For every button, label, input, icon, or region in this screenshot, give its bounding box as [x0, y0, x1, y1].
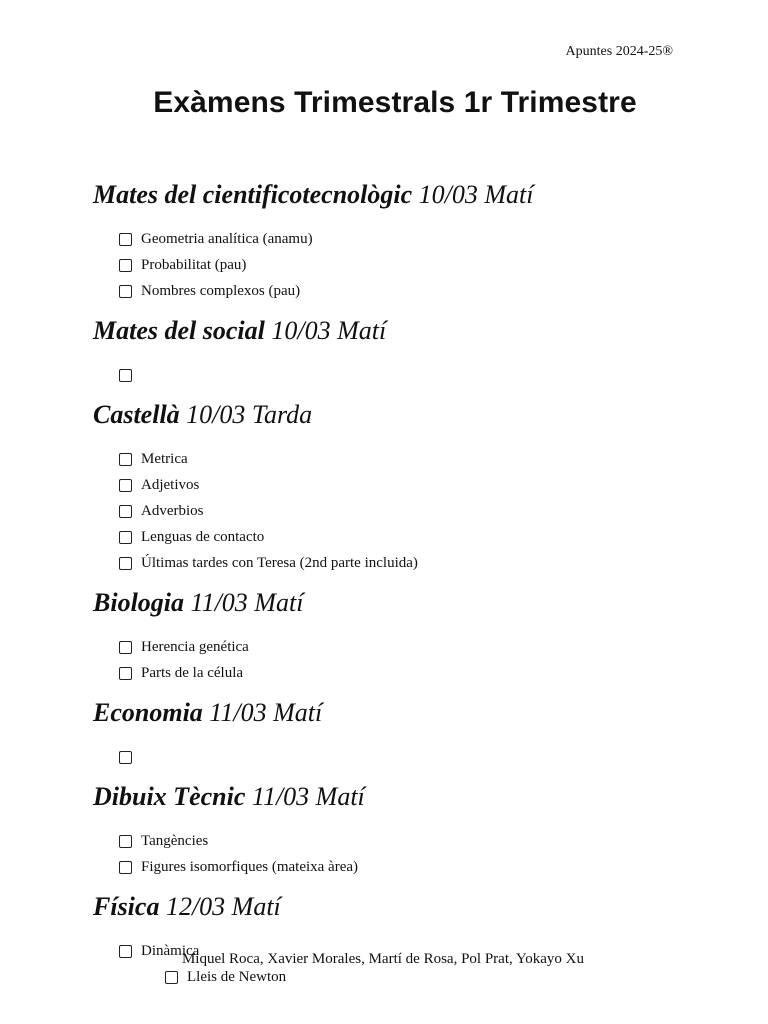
header-note: Apuntes 2024-25® [565, 44, 673, 59]
checkbox[interactable] [119, 835, 132, 848]
topic-label: Herencia genética [141, 638, 249, 655]
topic-label: Lenguas de contacto [141, 528, 265, 545]
subject-section [93, 778, 713, 880]
subject-name: Economia [93, 698, 203, 727]
subject-section [93, 176, 713, 304]
topic-item [119, 446, 713, 472]
topic-label: Parts de la célula [141, 664, 244, 681]
topic-item [119, 854, 713, 880]
page-title: Exàmens Trimestrals 1r Trimestre [153, 86, 637, 119]
topic-label: Últimas tardes con Teresa (2nd parte incluida) [141, 554, 418, 571]
topic-item [119, 550, 713, 576]
topic-item [119, 744, 713, 770]
topic-list [93, 828, 713, 880]
subject-date-session: 10/03 Matí [271, 316, 387, 345]
subject-name: Castellà [93, 400, 180, 429]
subject-date-session: 11/03 Matí [251, 782, 365, 811]
subject-heading [93, 694, 713, 732]
topic-item [119, 226, 713, 252]
subject-name: Biologia [93, 588, 185, 617]
topic-item [119, 472, 713, 498]
topic-label: Adverbios [141, 502, 204, 519]
checkbox[interactable] [165, 971, 178, 984]
checkbox[interactable] [119, 453, 132, 466]
topic-label: Metrica [141, 450, 188, 467]
subject-date-session: 10/03 Tarda [186, 400, 313, 429]
topic-list [93, 226, 713, 304]
checkbox[interactable] [119, 751, 132, 764]
subject-heading [93, 584, 713, 622]
topic-label: Dinàmica [141, 942, 200, 959]
subject-name: Dibuix Tècnic [93, 782, 246, 811]
topic-list [93, 634, 713, 686]
topic-label: Geometria analítica (anamu) [141, 230, 313, 247]
subject-heading [93, 778, 713, 816]
topic-label: Lleis de Newton [187, 968, 287, 985]
subject-section [93, 694, 713, 770]
checkbox[interactable] [119, 667, 132, 680]
topic-item [119, 252, 713, 278]
topic-item [119, 524, 713, 550]
subject-heading [93, 888, 713, 926]
topic-label: Nombres complexos (pau) [141, 282, 301, 299]
subject-heading [93, 396, 713, 434]
subject-section [93, 396, 713, 576]
topic-list [93, 744, 713, 770]
topic-item [119, 660, 713, 686]
checkbox[interactable] [119, 259, 132, 272]
subject-date-session: 11/03 Matí [209, 698, 323, 727]
topic-item [119, 828, 713, 854]
subject-section [93, 584, 713, 686]
checkbox[interactable] [119, 557, 132, 570]
topic-item [119, 362, 713, 388]
subject-heading [93, 312, 713, 350]
topic-label: Probabilitat (pau) [141, 256, 247, 273]
topic-list [93, 362, 713, 388]
topic-label: Tangències [141, 832, 209, 849]
checkbox[interactable] [119, 369, 132, 382]
topic-item [119, 634, 713, 660]
subject-section [93, 312, 713, 388]
checkbox[interactable] [119, 861, 132, 874]
subject-name: Mates del cientificotecnològic [93, 180, 413, 209]
checkbox[interactable] [119, 479, 132, 492]
topic-label: Adjetivos [141, 476, 200, 493]
checkbox[interactable] [119, 285, 132, 298]
topic-item [119, 498, 713, 524]
subject-section [93, 888, 713, 990]
subject-name: Mates del social [93, 316, 265, 345]
subject-heading [93, 176, 713, 214]
footer-authors: Miquel Roca, Xavier Morales, Martí de Rosa, Pol Prat, Yokayo Xu [181, 951, 585, 967]
checkbox[interactable] [119, 233, 132, 246]
subject-date-session: 10/03 Matí [418, 180, 534, 209]
subject-date-session: 11/03 Matí [190, 588, 304, 617]
checkbox[interactable] [119, 505, 132, 518]
subject-name: Física [93, 892, 160, 921]
topic-label: Figures isomorfiques (mateixa àrea) [141, 858, 359, 875]
checkbox[interactable] [119, 531, 132, 544]
subject-date-session: 12/03 Matí [165, 892, 281, 921]
topic-item [119, 278, 713, 304]
checkbox[interactable] [119, 641, 132, 654]
exam-sections [93, 168, 713, 994]
topic-list [93, 446, 713, 576]
